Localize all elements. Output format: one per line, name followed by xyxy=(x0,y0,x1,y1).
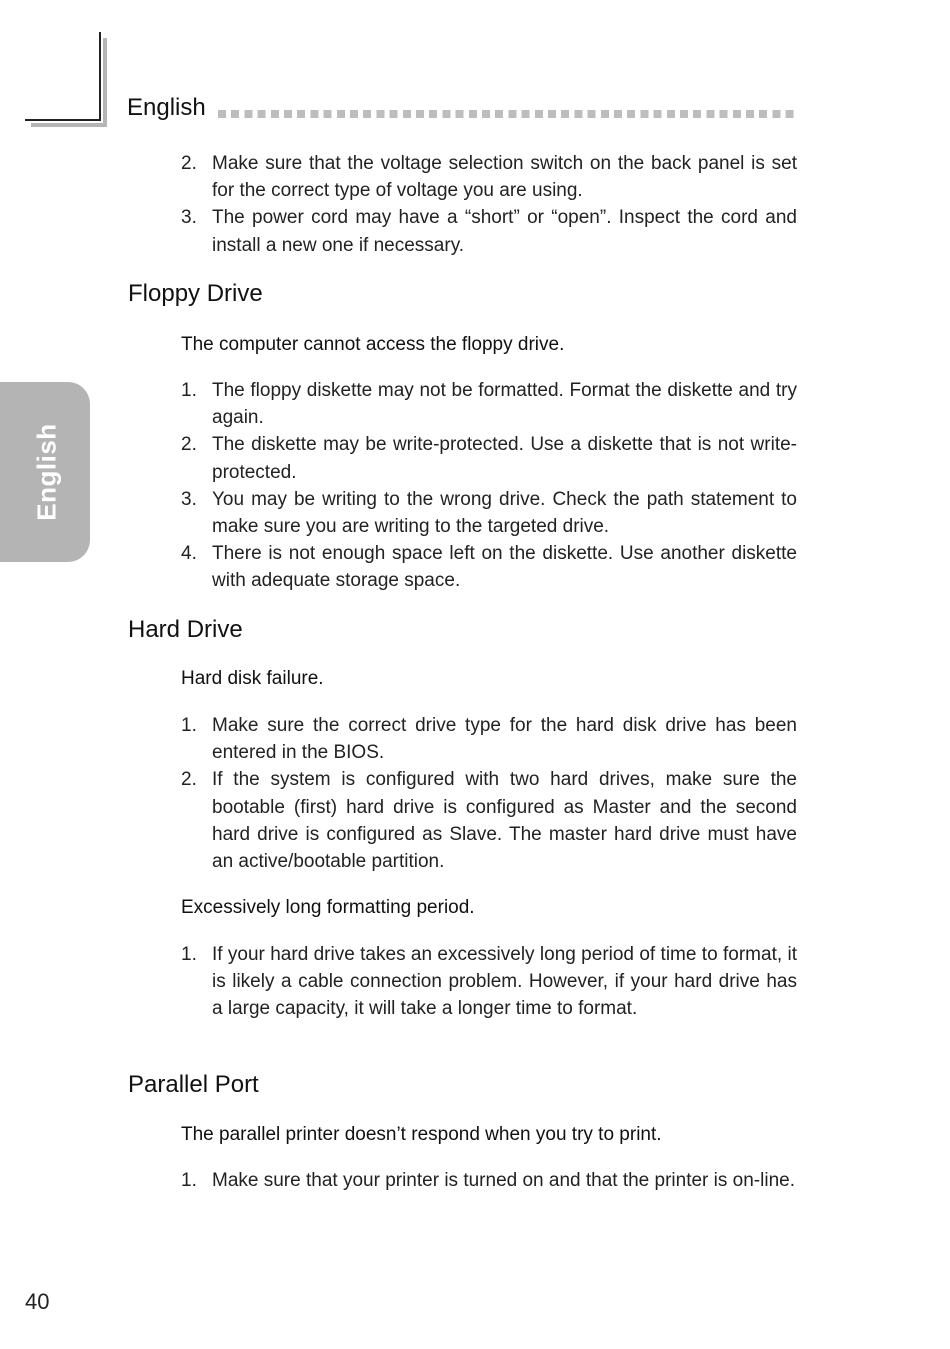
section-title-hard-drive: Hard Drive xyxy=(128,616,243,643)
floppy-solution-list xyxy=(181,377,797,595)
list-item-number: 4. xyxy=(181,543,197,565)
list-item-text: If the system is configured with two hard drives, make sure the bootable (first) hard drive is configured as Master and the second hard drive is configured as Slave. The master hard drive must have an active/bootable partition. xyxy=(212,769,797,873)
problem-statement: The computer cannot access the floppy drive. xyxy=(181,334,565,355)
list-item-number: 3. xyxy=(181,207,197,229)
list-item-text: The diskette may be write-protected. Use a diskette that is not write-protected. xyxy=(212,434,797,483)
corner-mark xyxy=(25,119,101,121)
section-title-floppy-drive: Floppy Drive xyxy=(128,280,263,307)
problem-statement: The parallel printer doesn’t respond when you try to print. xyxy=(181,1124,662,1145)
header-dotted-rule xyxy=(218,110,796,118)
page-number: 40 xyxy=(25,1289,50,1314)
list-item-number: 2. xyxy=(181,153,197,174)
problem-statement: Hard disk failure. xyxy=(181,668,324,689)
list-item-number: 2. xyxy=(181,434,197,456)
list-item-number: 1. xyxy=(181,380,197,401)
list-item xyxy=(181,712,797,766)
corner-mark-shadow xyxy=(103,38,107,126)
list-item xyxy=(181,204,797,258)
list-item xyxy=(181,540,797,594)
list-item xyxy=(181,1167,797,1194)
list-item-number: 2. xyxy=(181,769,197,791)
list-item-number: 3. xyxy=(181,488,197,510)
list-item-text: Make sure that your printer is turned on and that the printer is on-line. xyxy=(212,1170,795,1191)
problem-statement: Excessively long formatting period. xyxy=(181,897,475,918)
list-item-text: There is not enough space left on the diskette. Use another diskette with adequate storage space. xyxy=(212,543,797,592)
list-item-number: 1. xyxy=(181,715,197,736)
formatting-solution-list xyxy=(181,941,797,1023)
list-item-text: The power cord may have a “short” or “open”. Inspect the cord and install a new one if necessary. xyxy=(212,207,797,256)
list-item xyxy=(181,766,797,875)
list-item-text: Make sure the correct drive type for the hard disk drive has been entered in the BIOS. xyxy=(212,715,797,764)
list-item-number: 1. xyxy=(181,1170,197,1191)
list-item-number: 1. xyxy=(181,944,197,965)
list-item xyxy=(181,486,797,540)
header-title: English xyxy=(127,94,206,121)
list-item xyxy=(181,941,797,1023)
corner-mark xyxy=(99,32,101,120)
list-item-text: Make sure that the voltage selection switch on the back panel is set for the correct type of voltage you are using. xyxy=(212,153,797,202)
hard-drive-solution-list xyxy=(181,712,797,875)
list-item xyxy=(181,150,797,204)
list-item-text: If your hard drive takes an excessively long period of time to format, it is likely a cable connection problem. However, if your hard drive has a large capacity, it will take a longer time to format. xyxy=(212,944,797,1020)
parallel-solution-list xyxy=(181,1167,797,1194)
side-tab-label: English xyxy=(31,423,62,521)
list-item xyxy=(181,377,797,431)
intro-list xyxy=(181,150,797,259)
corner-mark-shadow xyxy=(31,123,107,127)
list-item xyxy=(181,431,797,485)
list-item-text: You may be writing to the wrong drive. Check the path statement to make sure you are writing to the targeted drive. xyxy=(212,488,797,538)
section-title-parallel-port: Parallel Port xyxy=(128,1071,259,1098)
list-item-text: The floppy diskette may not be formatted. Format the diskette and try again. xyxy=(212,380,797,429)
